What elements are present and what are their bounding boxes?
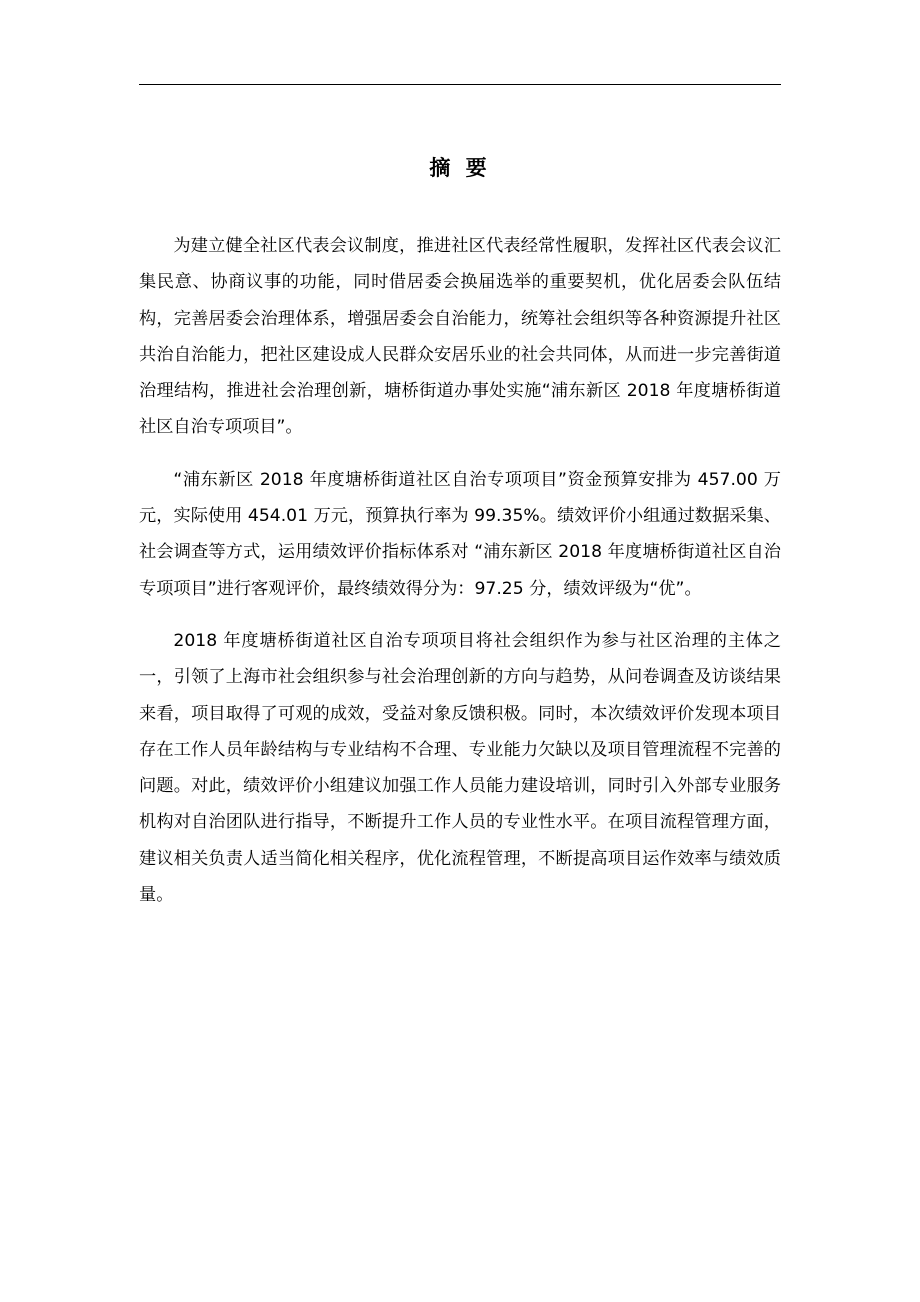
paragraph-3: 2018 年度塘桥街道社区自治专项项目将社会组织作为参与社区治理的主体之一，引领了上海市社会组织参与社会治理创新的方向与趋势，从问卷调查及访谈结果来看，项目取得了可观的成效，受益对象反馈积极。同时，本次绩效评价发现本项目存在工作人员年龄结构与专业结构不合理、专业能力欠缺以及项目管理流程不完善的问题。对此，绩效评价小组建议加强工作人员能力建设培训，同时引入外部专业服务机构对自治团队进行指导，不断提升工作人员的专业性水平。在项目流程管理方面，建议相关负责人适当简化相关程序，优化流程管理，不断提高项目运作效率与绩效质量。	[139, 630, 781, 906]
paragraph-2: “浦东新区 2018 年度塘桥街道社区自治专项项目”资金预算安排为 457.00 万元，实际使用 454.01 万元，预算执行率为 99.35%。绩效评价小组通过数据采集、社会调查等方式，运用绩效评价指标体系对 “浦东新区 2018 年度塘桥街道社区自治专项项目”进行客观评价，最终绩效得分为：97.25 分，绩效评级为“优”。	[139, 469, 781, 599]
header-rule	[139, 84, 781, 85]
abstract-body	[139, 228, 781, 929]
page-title: 摘 要	[429, 156, 491, 180]
paragraph-1: 为建立健全社区代表会议制度，推进社区代表经常性履职，发挥社区代表会议汇集民意、协商议事的功能，同时借居委会换届选举的重要契机，优化居委会队伍结构，完善居委会治理体系，增强居委会自治能力，统筹社会组织等各种资源提升社区共治自治能力，把社区建设成人民群众安居乐业的社会共同体，从而进一步完善街道治理结构，推进社会治理创新，塘桥街道办事处实施“浦东新区 2018 年度塘桥街道社区自治专项项目”。	[139, 236, 781, 438]
